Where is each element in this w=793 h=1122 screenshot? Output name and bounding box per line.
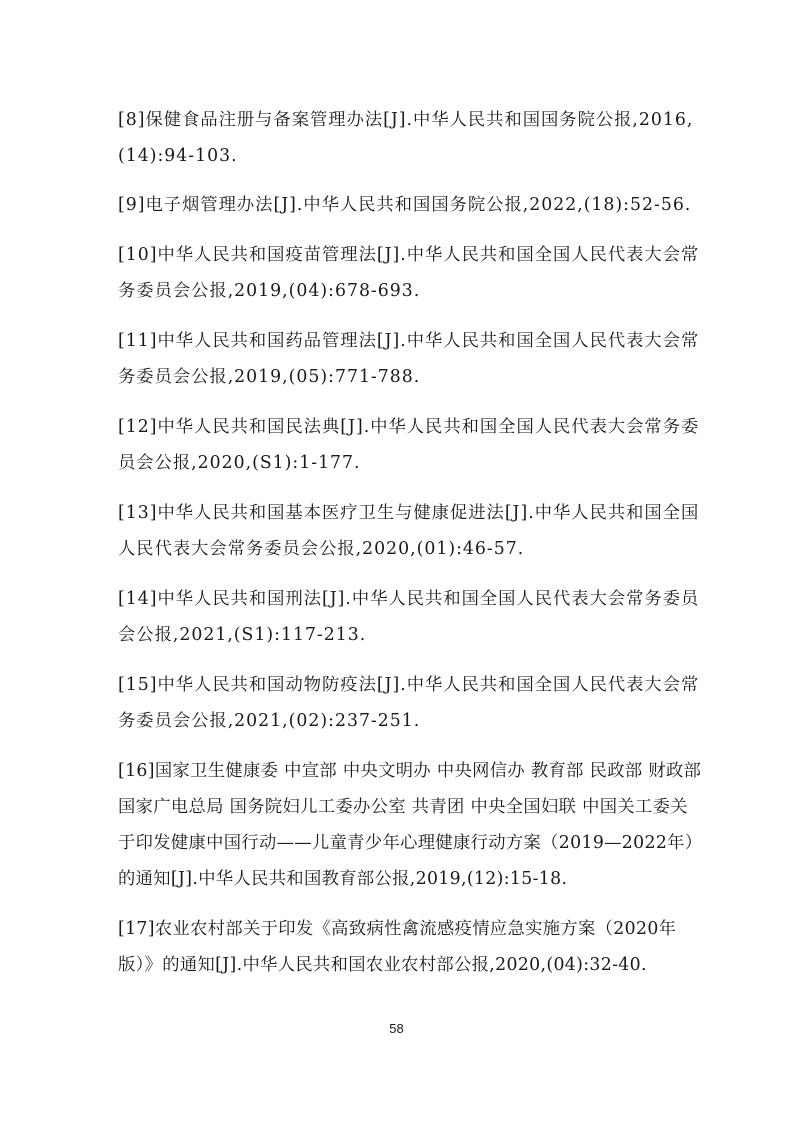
reference-item-14: [14]中华人民共和国刑法[J].中华人民共和国全国人民代表大会常务委员会公报,2021,(S1):117-213.	[118, 589, 700, 645]
reference-item-16: [16]国家卫生健康委 中宣部 中央文明办 中央网信办 教育部 民政部 财政部 国家广电总局 国务院妇儿工委办公室 共青团 中央全国妇联 中国关工委关于印发健康中国行动——儿童青少年心理健康行动方案（2019—2022年）的通知[J].中华人民共和国教育部公报,2019,(12):15-18.	[118, 761, 703, 889]
reference-item-17: [17]农业农村部关于印发《高致病性禽流感疫情应急实施方案（2020年版）》的通知[J].中华人民共和国农业农村部公报,2020,(04):32-40.	[118, 919, 677, 975]
reference-item-10: [10]中华人民共和国疫苗管理法[J].中华人民共和国全国人民代表大会常务委员会公报,2019,(04):678-693.	[118, 245, 700, 301]
page-number: 58	[389, 1021, 404, 1036]
reference-item-9: [9]电子烟管理办法[J].中华人民共和国国务院公报,2022,(18):52-56.	[118, 195, 692, 215]
reference-list	[118, 102, 704, 997]
reference-item-15: [15]中华人民共和国动物防疫法[J].中华人民共和国全国人民代表大会常务委员会公报,2021,(02):237-251.	[118, 675, 700, 731]
reference-item-11: [11]中华人民共和国药品管理法[J].中华人民共和国全国人民代表大会常务委员会公报,2019,(05):771-788.	[118, 331, 700, 387]
reference-item-13: [13]中华人民共和国基本医疗卫生与健康促进法[J].中华人民共和国全国人民代表大会常务委员会公报,2020,(01):46-57.	[118, 503, 700, 559]
reference-item-8: [8]保健食品注册与备案管理办法[J].中华人民共和国国务院公报,2016,(14):94-103.	[118, 110, 694, 166]
reference-item-12: [12]中华人民共和国民法典[J].中华人民共和国全国人民代表大会常务委员会公报,2020,(S1):1-177.	[118, 417, 700, 473]
